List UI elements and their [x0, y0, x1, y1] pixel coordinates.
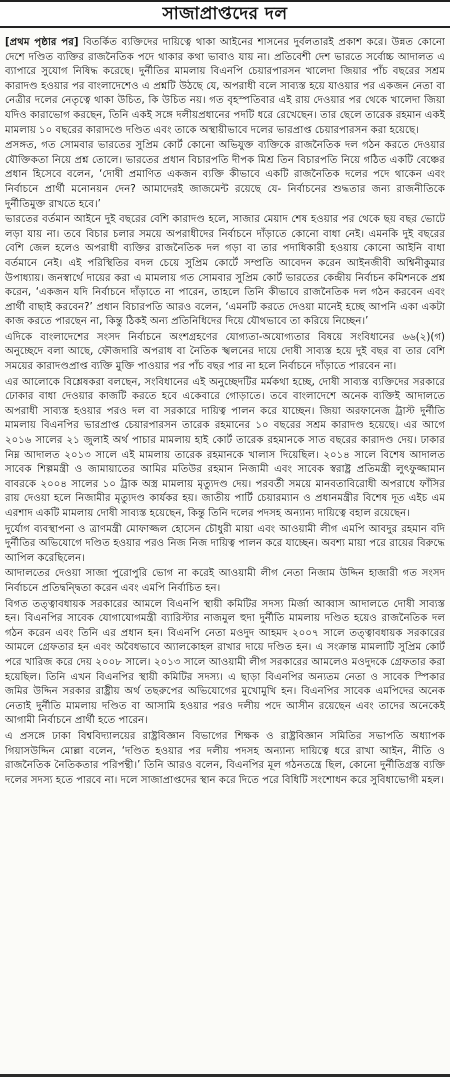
article-paragraph: ভারতের বর্তমান আইনে দুই বছরের বেশি কারাদণ্ড হলে, সাজার মেয়াদ শেষ হওয়ার পর থেকে ছয় বছর ভোটে লড়া যায় না। তবে বিচার চলার সময়ে অপরাধীদের নির্বাচনে দাঁড়াতে কোনো বাধা নেই। এমনকি দুই বছরের বেশি জেল হলেও অপরাধী ব্যক্তির রাজনৈতিক দল গড়া বা তার পদাধিকারী হওয়ায় কোনো আইনি বাধা বর্তমানে নেই। এই পরিস্থিতির বদল চেয়ে সুপ্রিম কোর্টে সম্প্রতি আবেদন করেন আইনজীবী অশ্বিনীকুমার উপাধ্যায়। জনস্বার্থে দায়ের করা এ মামলায় গত সোমবার সুপ্রিম কোর্ট ভারতের কেন্দ্রীয় নির্বাচন কমিশনকে প্রশ্ন করেন, ‘একজন যদি নির্বাচনে দাঁড়াতে না পারেন, তাহলে তিনি কীভাবে রাজনৈতিক দল গঠন করবেন এবং প্রার্থী বাছাই করবেন?’ প্রধান বিচারপতি আরও বলেন, ‘এমনটি করতে দেওয়া মানেই হচ্ছে আপনি একা একটা কাজ করতে পারছেন না, কিন্তু ঠিকই অন্য প্রতিনিধিদের দিয়ে যৌথভাবে তা করিয়ে নিচ্ছেন।’	[5, 214, 445, 328]
paragraph-text: বিতর্কিত ব্যক্তিদের দায়িত্বে থাকা আইনের শাসনের দুর্বলতারই প্রকাশ করে। উন্নত কোনো দেশে দণ্ডিত ব্যক্তির রাজনৈতিক পদে থাকার কথা ভাবাও যায় না। প্রতিবেশী দেশ ভারতে সর্বোচ্চ আদালত এ ব্যাপারে সুযোগ নিষিদ্ধ করেছে। দুর্নীতির মামলায় বিএনপি চেয়ারপারসন খালেদা জিয়ার পাঁচ বছরের সশ্রম কারাদণ্ড হওয়ার পর বাংলাদেশেও এ প্রশ্নটি উঠছে যে, অপরাধী বলে সাব্যস্ত হয়ে যাওয়ার পর একজন নেতা বা নেত্রীর দলের নেতৃত্বে থাকা উচিত, কি উচিত নয়। গত বৃহস্পতিবার এই রায় দেওয়ার পর থেকে খালেদা জিয়া যদিও কারাভোগ করছেন, তিনি একই সঙ্গে দলীয়প্রধানের পদটি ধরে রেখেছেন। তার ছেলে তারেক রহমান একই মামলায় ১০ বছরের কারাদণ্ডে দণ্ডিত এবং তাকে অস্থায়ীভাবে দলের ভারপ্রাপ্ত চেয়ারপারসন করা হয়েছে।	[5, 37, 445, 136]
article-paragraph: এদিকে বাংলাদেশের সংসদ নির্বাচনে অংশগ্রহণের যোগ্যতা-অযোগ্যতার বিষয়ে সংবিধানের ৬৬(২)(গ) অনুচ্ছেদে বলা আছে, ফৌজদারি অপরাধ বা নৈতিক স্খলনের দায়ে দোষী সাব্যস্ত হয়ে দুই বছর বা তার বেশি সময়ের কারাদণ্ডপ্রাপ্ত ব্যক্তি মুক্তি পাওয়ার পর পাঁচ বছর পার না হলে নির্বাচনে দাঁড়াতে পারবেন না।	[5, 331, 445, 373]
article-paragraph	[5, 36, 445, 138]
headline-bar	[0, 0, 450, 28]
article-paragraph: আদালতের দেওয়া সাজা পুরোপুরি ভোগ না করেই আওয়ামী লীগ নেতা নিজাম উদ্দিন হাজারী গত সংসদ নির্বাচনে প্রতিদ্বন্দ্বিতা করেন এবং এমপি নির্বাচিত হন।	[5, 568, 445, 594]
article-paragraph: দুর্যোগ ব্যবস্থাপনা ও ত্রাণমন্ত্রী মোফাজ্জল হোসেন চৌধুরী মায়া এবং আওয়ামী লীগ এমপি আবদুর রহমান বদি দুর্নীতির অভিযোগে দণ্ডিত হওয়ার পরও নিজ নিজ দায়িত্ব পালন করে যাচ্ছেন। অবশ্য মায়া পরে রায়ের বিরুদ্ধে আপিল করেছিলেন।	[5, 523, 445, 564]
article-body	[5, 36, 445, 1070]
article-paragraph: প্রসঙ্গত, গত সোমবার ভারতের সুপ্রিম কোর্ট কোনো অভিযুক্ত ব্যক্তিকে রাজনৈতিক দল গঠন করতে দেওয়ার যৌক্তিকতা নিয়ে প্রশ্ন তোলে। ভারতের প্রধান বিচারপতি দীপক মিশ্র তিন বিচারপতি নিয়ে গঠিত একটি বেঞ্চের প্রধান হিসেবে বলেন, ‘দোষী প্রমাণিত একজন ব্যক্তি কীভাবে একটি রাজনৈতিক দলের পদে থাকেন এবং নির্বাচনে প্রার্থী মনোনয়ন দেন? আমাদেরই জাজমেন্ট রয়েছে যে- নির্বাচনের শুদ্ধতার জন্য রাজনীতিকে দুর্নীতিমুক্ত রাখতে হবে।’	[5, 140, 445, 210]
article-paragraph: এর আলোকে বিশ্লেষকরা বলছেন, সংবিধানের এই অনুচ্ছেদটির মর্মকথা হচ্ছে, দোষী সাব্যস্ত ব্যক্তিদের সরকারে ঢোকার বাধা দেওয়ার কাজটি করতে হবে একেবারে গোড়াতে। তবে বাংলাদেশে অনেক ব্যক্তিই আদালতে অপরাধী সাব্যস্ত হওয়ার পরও দল বা সরকারে দায়িত্ব পালন করে যাচ্ছেন। জিয়া অরফানেজ ট্রাস্ট দুর্নীতি মামলায় বিএনপির ভারপ্রাপ্ত চেয়ারপারসন তারেক রহমানের ১০ বছরের সশ্রম কারাদণ্ড হয়েছে। এর আগে ২০১৬ সালের ২১ জুলাই অর্থ পাচার মামলায় হাই কোর্ট তারেক রহমানকে সাত বছরের কারাদণ্ড দেয়। ঢাকার নিম্ন আদালত ২০১৩ সালে এই মামলায় তারেক রহমানকে খালাস দিয়েছিল। ২০১৪ সালে বিশেষ আদালত সাবেক শিল্পমন্ত্রী ও জামায়াতের আমির মতিউর রহমান নিজামী এবং সাবেক স্বরাষ্ট্র প্রতিমন্ত্রী লুৎফুজ্জামান বাবরকে ২০০৪ সালের ১০ ট্রাক অস্ত্র মামলায় মৃত্যুদণ্ড দেয়। পরবর্তী সময়ে মানবতাবিরোধী অপরাধে ফাঁসির রায় দেওয়া হলে নিজামীর মৃত্যুদণ্ড কার্যকর হয়। জাতীয় পার্টি চেয়ারম্যান ও প্রধানমন্ত্রীর বিশেষ দূত এইচ এম এরশাদ একটি মামলায় দোষী সাব্যস্ত হয়েছেন, কিন্তু তিনি দলের পদসহ অন্যান্য দায়িত্বে বহাল রয়েছেন।	[5, 376, 445, 519]
article-paragraph: এ প্রসঙ্গে ঢাকা বিশ্ববিদ্যালয়ের রাষ্ট্রবিজ্ঞান বিভাগের শিক্ষক ও রাষ্ট্রবিজ্ঞান সমিতির সভাপতি অধ্যাপক গিয়াসউদ্দিন মোল্লা বলেন, ‘দণ্ডিত হওয়ার পর দলীয় পদসহ অন্যান্য দায়িত্বে ধরে রাখা আইন, নীতি ও রাজনৈতিক নৈতিকতার পরিপন্থী।’ তিনি আরও বলেন, বিএনপির মূল গঠনতন্ত্রে ছিল, কোনো দুর্নীতিগ্রস্ত ব্যক্তি দলের সদস্য হতে পারবে না। দলে সাজাপ্রাপ্তদের স্থান করে দিতে পরে বিধিটি সংশোধন করে সুবিধাভোগী মহল।	[5, 730, 445, 786]
continued-from-label: [প্রথম পৃষ্ঠার পর]	[5, 37, 79, 48]
headline: সাজাপ্রাপ্তদের দল	[162, 4, 288, 24]
article-paragraph: বিগত তত্ত্বাবধায়ক সরকারের আমলে বিএনপি স্থায়ী কমিটির সদস্য মির্জা আব্বাস আদালতে দোষী সাব্যস্ত হন। বিএনপির সাবেক যোগাযোগমন্ত্রী ব্যারিস্টার নাজমুল হুদা দুর্নীতি মামলায় দণ্ডিত হয়েও রাজনৈতিক দল গঠন করেন এবং তিনি এর প্রধান হন। বিএনপি নেতা মওদুদ আহমদ ২০০৭ সালে তত্ত্বাবধায়ক সরকারের আমলে গ্রেফতার হন এবং অবৈধভাবে অ্যালকোহল রাখার দায়ে দণ্ডিত হন। এ সংক্রান্ত মামলাটি সুপ্রিম কোর্ট পরে খারিজ করে দেয় ২০০৮ সালে। ২০১৩ সালে আওয়ামী লীগ সরকারের আমলেও মওদুদকে গ্রেফতার করা হয়েছিল। তিনি এখন বিএনপির স্থায়ী কমিটির সদস্য। এ ছাড়া বিএনপির অন্যতম নেতা ও সাবেক স্পিকার জমির উদ্দিন সরকার রাষ্ট্রীয় অর্থ তছরুপের অভিযোগের মুখোমুখি হন। বিএনপির সাবেক এমপিদের অনেক নেতাই দুর্নীতি মামলায় দণ্ডিত বা আসামি হওয়ার পরও দলীয় পদে আসীন রয়েছেন এবং তাদের অনেকেই আগামী নির্বাচনে প্রার্থী হতে পারেন।	[5, 598, 445, 727]
